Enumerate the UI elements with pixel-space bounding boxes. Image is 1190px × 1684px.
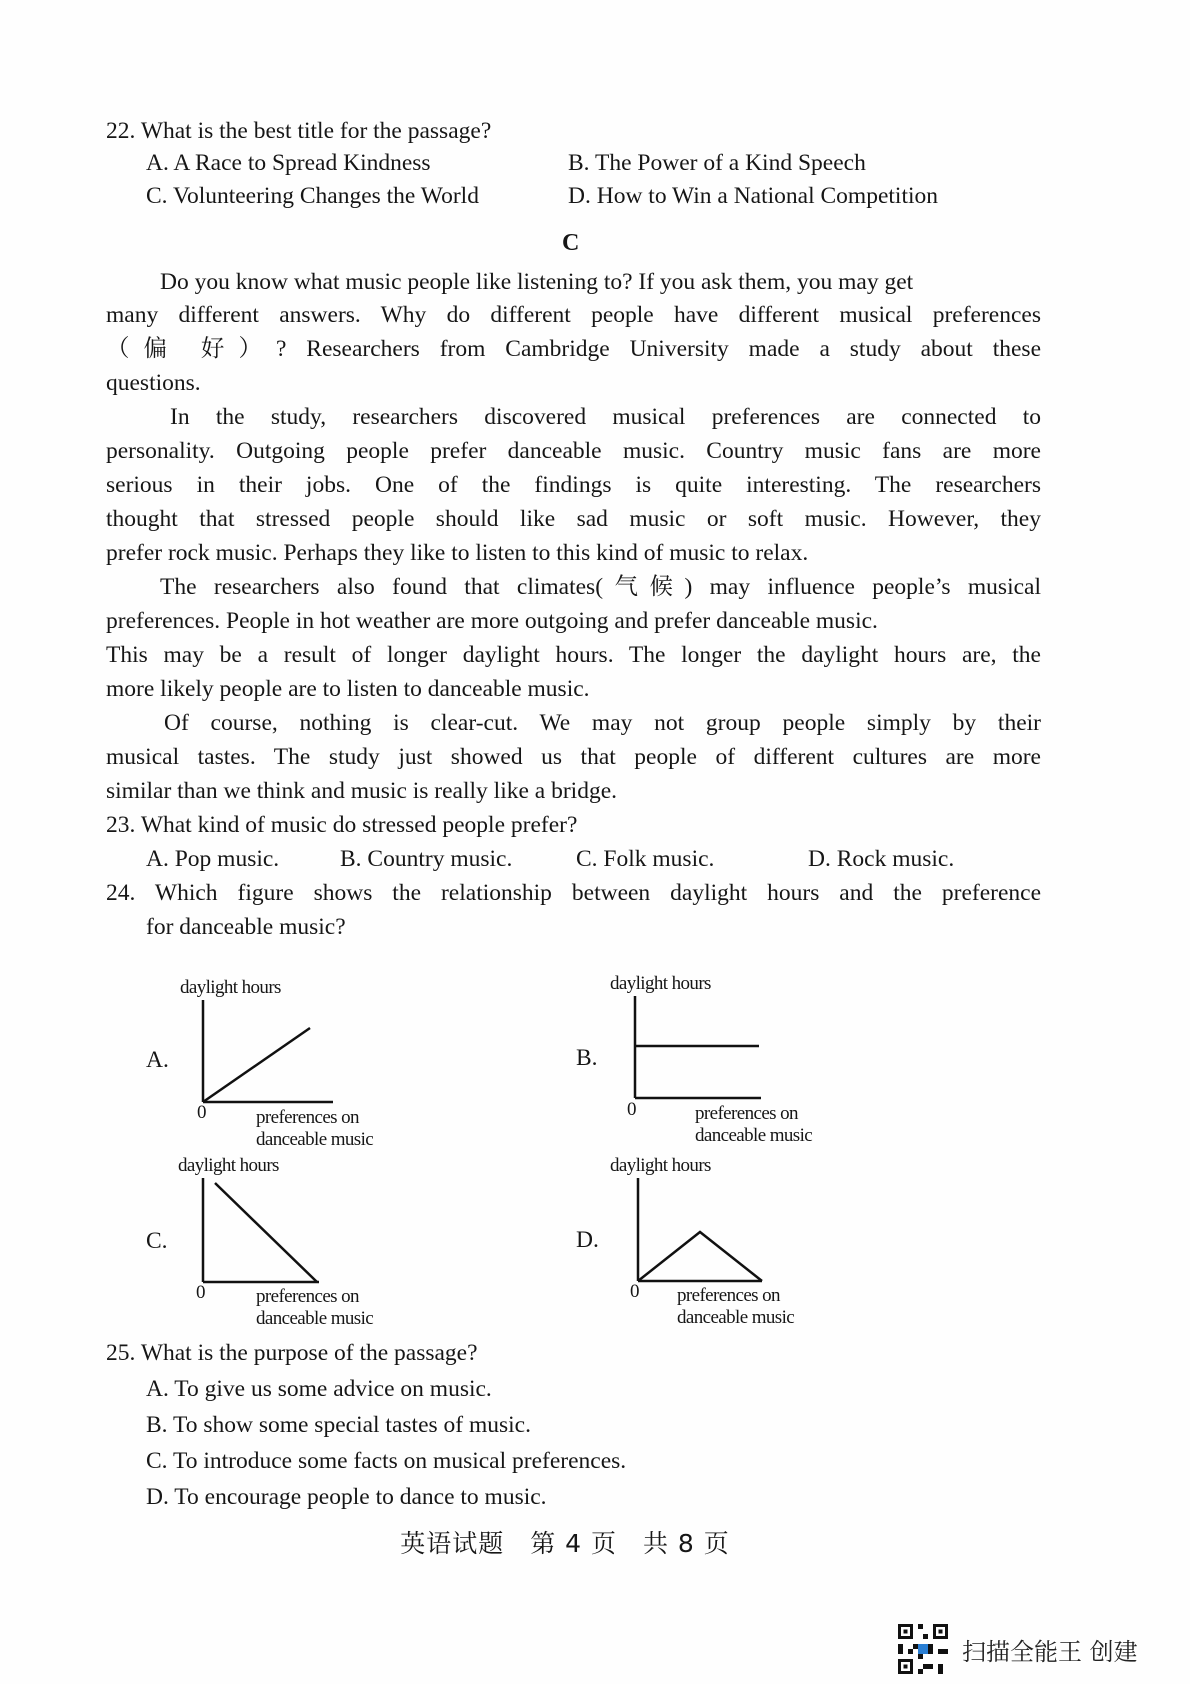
passage-line: similar than we think and music is really like a bridge. [106,778,617,804]
fig-a-letter: A. [146,1047,169,1073]
q23-option-d: D. Rock music. [808,846,955,872]
q25-option-d: D. To encourage people to dance to music. [146,1484,547,1510]
fig-b-origin: 0 [627,1099,637,1120]
passage-line: In the study, researchers discovered musical preferences are connected to [170,404,1041,430]
page-footer: 英语试题 第 4 页 共 8 页 [400,1529,730,1558]
fig-d-y-label: daylight hours [610,1155,711,1176]
passage-line: This may be a result of longer daylight hours. The longer the daylight hours are, the [106,642,1041,668]
passage-line: musical tastes. The study just showed us that people of different cultures are more [106,744,1041,770]
passage-line: personality. Outgoing people prefer danceable music. Country music fans are more [106,438,1041,464]
fig-d-origin: 0 [630,1281,640,1302]
fig-a-x-label-2: danceable music [256,1129,374,1150]
fig-c-curve [215,1183,317,1282]
fig-d-curve [638,1232,762,1281]
question-25: 25. What is the purpose of the passage? [106,1340,478,1366]
passage-line: prefer rock music. Perhaps they like to listen to this kind of music to relax. [106,540,809,566]
qr-code-icon [898,1624,948,1674]
fig-a-graph [201,1000,341,1110]
fig-d-letter: D. [576,1227,599,1253]
q22-option-c: C. Volunteering Changes the World [146,183,479,209]
fig-d-graph [636,1178,776,1288]
q22-option-b: B. The Power of a Kind Speech [568,150,866,176]
fig-c-x-label-1: preferences on [256,1286,359,1307]
fig-c-letter: C. [146,1228,168,1254]
fig-a-y-label: daylight hours [180,977,281,998]
fig-b-x-label-1: preferences on [695,1103,798,1124]
fig-b-x-label-2: danceable music [695,1125,813,1146]
fig-c-x-label-2: danceable music [256,1308,374,1329]
scanner-badge-text: 扫描全能王 创建 [962,1637,1138,1666]
fig-d-x-label-2: danceable music [677,1307,795,1328]
passage-line: Do you know what music people like listening to? If you ask them, you may get [160,269,914,295]
q25-option-c: C. To introduce some facts on musical preferences. [146,1448,627,1474]
q22-option-d: D. How to Win a National Competition [568,183,939,209]
fig-a-x-label-1: preferences on [256,1107,359,1128]
passage-line: serious in their jobs. One of the findings is quite interesting. The researchers [106,472,1041,498]
question-24-cont: for danceable music? [146,914,346,940]
fig-c-graph [201,1178,341,1288]
fig-c-origin: 0 [196,1282,206,1303]
section-heading: C [562,230,580,256]
q25-option-a: A. To give us some advice on music. [146,1376,492,1402]
fig-b-y-label: daylight hours [610,973,711,994]
fig-a-origin: 0 [197,1102,207,1123]
fig-b-graph [633,996,773,1106]
question-23: 23. What kind of music do stressed people prefer? [106,812,578,838]
fig-c-y-label: daylight hours [178,1155,279,1176]
question-24: 24. Which figure shows the relationship between daylight hours and the preference [106,880,1041,906]
passage-line: preferences. People in hot weather are more outgoing and prefer danceable music. [106,608,878,634]
fig-b-letter: B. [576,1045,598,1071]
passage-line: The researchers also found that climates(气候) may influence people’s musical [160,574,1041,600]
passage-line: many different answers. Why do different people have different musical preferences [106,302,1041,328]
fig-a-curve [203,1028,310,1102]
question-22: 22. What is the best title for the passage? [106,118,492,144]
passage-line: questions. [106,370,201,396]
q23-option-c: C. Folk music. [576,846,715,872]
q23-option-b: B. Country music. [340,846,513,872]
fig-d-x-label-1: preferences on [677,1285,780,1306]
q22-option-a: A. A Race to Spread Kindness [146,150,431,176]
passage-line: more likely people are to listen to danceable music. [106,676,590,702]
passage-line: Of course, nothing is clear-cut. We may not group people simply by their [164,710,1041,736]
q25-option-b: B. To show some special tastes of music. [146,1412,531,1438]
passage-line: （偏 好）? Researchers from Cambridge University made a study about these [106,336,1041,362]
scanner-badge [898,1624,1138,1674]
passage-line: thought that stressed people should like sad music or soft music. However, they [106,506,1041,532]
q23-option-a: A. Pop music. [146,846,280,872]
